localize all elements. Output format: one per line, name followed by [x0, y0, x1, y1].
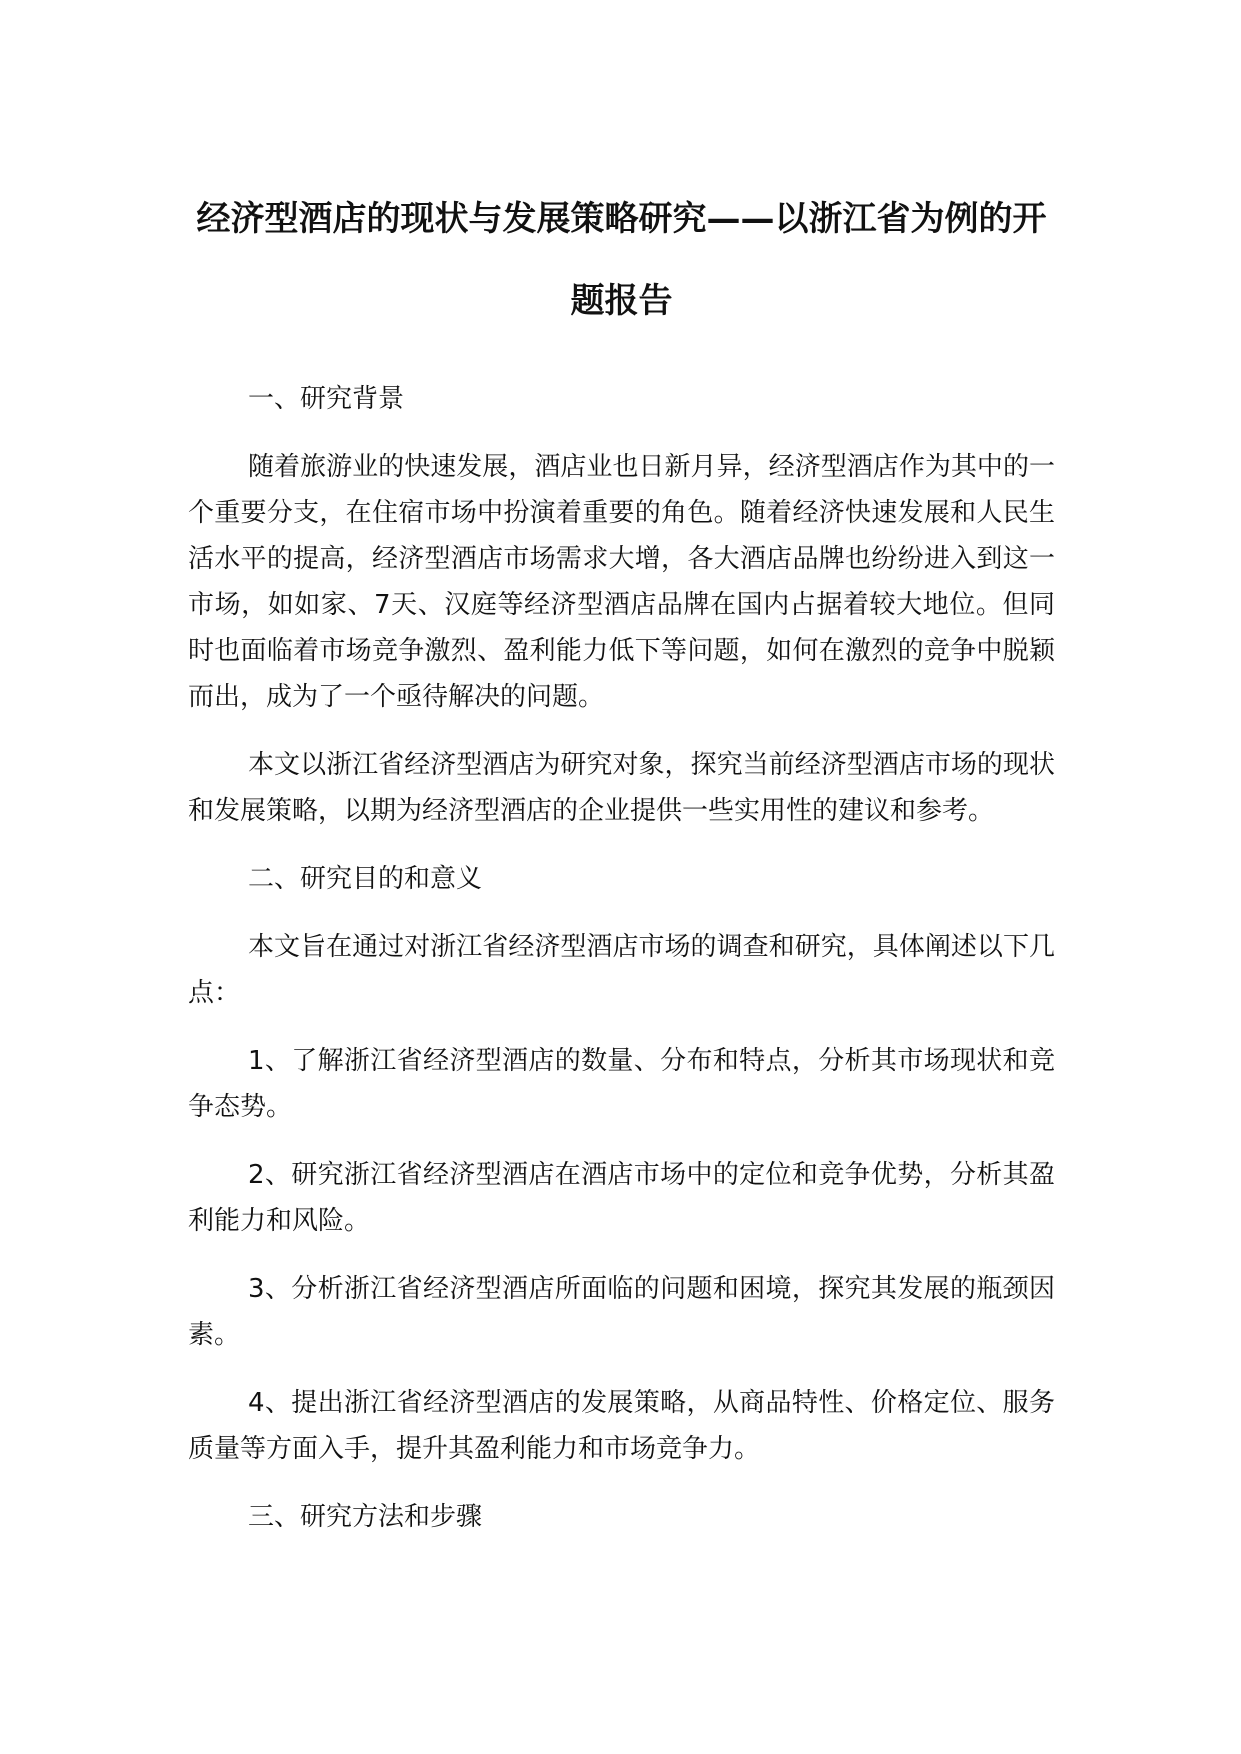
section-heading: 二、研究目的和意义 [248, 864, 483, 894]
paragraph: 本文以浙江省经济型酒店为研究对象，探究当前经济型酒店市场的现状和发展策略，以期为经济型酒店的企业提供一些实用性的建议和参考。 [188, 750, 1055, 826]
section-background [188, 376, 1055, 834]
section-heading: 一、研究背景 [248, 384, 405, 414]
paragraph: 本文旨在通过对浙江省经济型酒店市场的调查和研究，具体阐述以下几点： [188, 932, 1055, 1008]
section-heading: 三、研究方法和步骤 [248, 1502, 483, 1532]
document-title: 经济型酒店的现状与发展策略研究——以浙江省为例的开题报告 [196, 199, 1047, 321]
section-methods [188, 1494, 1055, 1540]
section-purpose [188, 856, 1055, 1472]
list-item: 3、分析浙江省经济型酒店所面临的问题和困境，探究其发展的瓶颈因素。 [188, 1274, 1055, 1350]
paragraph: 随着旅游业的快速发展，酒店业也日新月异，经济型酒店作为其中的一个重要分支，在住宿市场中扮演着重要的角色。随着经济快速发展和人民生活水平的提高，经济型酒店市场需求大增，各大酒店品牌也纷纷进入到这一市场，如如家、7天、汉庭等经济型酒店品牌在国内占据着较大地位。但同时也面临着市场竞争激烈、盈利能力低下等问题，如何在激烈的竞争中脱颖而出，成为了一个亟待解决的问题。 [188, 452, 1055, 712]
list-item: 2、研究浙江省经济型酒店在酒店市场中的定位和竞争优势，分析其盈利能力和风险。 [188, 1160, 1055, 1236]
list-item: 4、提出浙江省经济型酒店的发展策略，从商品特性、价格定位、服务质量等方面入手，提升其盈利能力和市场竞争力。 [188, 1388, 1055, 1464]
list-item: 1、了解浙江省经济型酒店的数量、分布和特点，分析其市场现状和竞争态势。 [188, 1046, 1055, 1122]
